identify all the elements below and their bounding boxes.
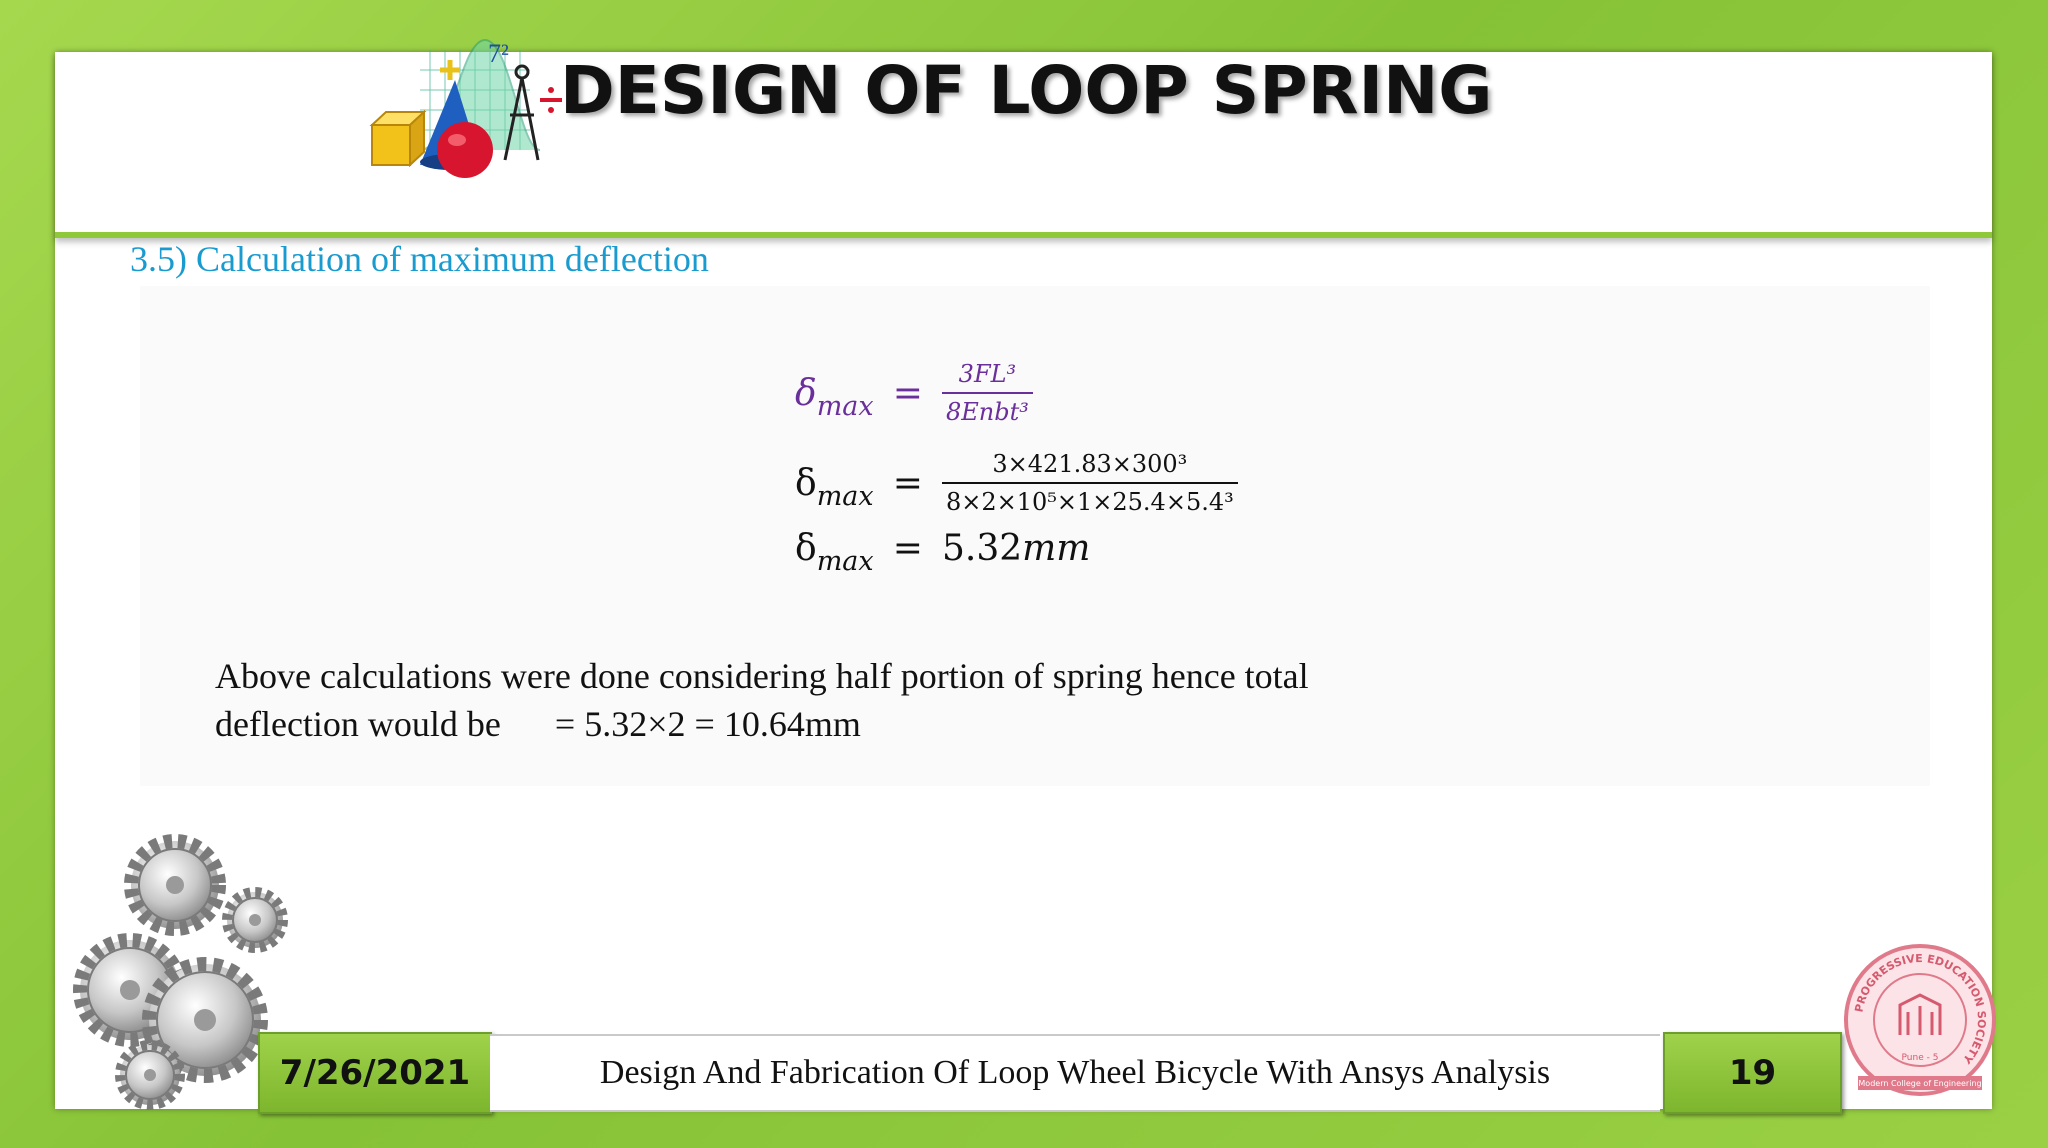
equals-sign: = — [892, 462, 923, 504]
equals-sign: = — [892, 528, 923, 569]
section-heading: 3.5) Calculation of maximum deflection — [130, 239, 709, 279]
subscript: max — [816, 546, 874, 577]
formula-result — [795, 528, 1091, 577]
footer-presentation-title: Design And Fabrication Of Loop Wheel Bicycle With Ansys Analysis — [490, 1034, 1660, 1112]
seal-ring-text: PROGRESSIVE EDUCATION SOCIETY — [1852, 951, 1989, 1066]
delta-symbol: $\delta_{max}$ — [795, 462, 874, 512]
seal-college-text: Modern College of Engineering — [1858, 1079, 1982, 1088]
slide-title: DESIGN OF LOOP SPRING — [560, 52, 1493, 129]
subscript: max — [816, 390, 874, 422]
paragraph-line-1: Above calculations were done considering half portion of spring hence total — [215, 656, 1309, 696]
logo-power-text: 7² — [488, 39, 509, 68]
college-seal-icon — [1840, 940, 2000, 1100]
seal-city-text: Pune - 5 — [1901, 1053, 1939, 1063]
numerator: 3FL³ — [958, 360, 1017, 388]
formula-general — [795, 360, 1033, 426]
subscript: max — [816, 480, 874, 512]
delta-symbol: $\delta_{max}$ — [795, 372, 874, 422]
denominator: 8×2×10⁵×1×25.4×5.4³ — [942, 482, 1238, 516]
denominator: 8Enbt³ — [942, 392, 1033, 426]
result-value: 5.32mm — [941, 528, 1091, 569]
formula-substituted — [795, 450, 1238, 516]
footer-page-number: 19 — [1663, 1032, 1842, 1114]
numerator: 3×421.83×300³ — [992, 450, 1188, 478]
fraction — [942, 360, 1033, 426]
delta-symbol: $\delta_{max}$ — [795, 528, 874, 577]
explanation-paragraph — [215, 652, 1515, 748]
paragraph-line-2: deflection would be = 5.32×2 = 10.64mm — [215, 704, 861, 744]
fraction — [942, 450, 1238, 516]
equals-sign: = — [892, 372, 923, 414]
footer-date: 7/26/2021 — [258, 1032, 492, 1114]
math-logo-icon — [300, 10, 570, 180]
